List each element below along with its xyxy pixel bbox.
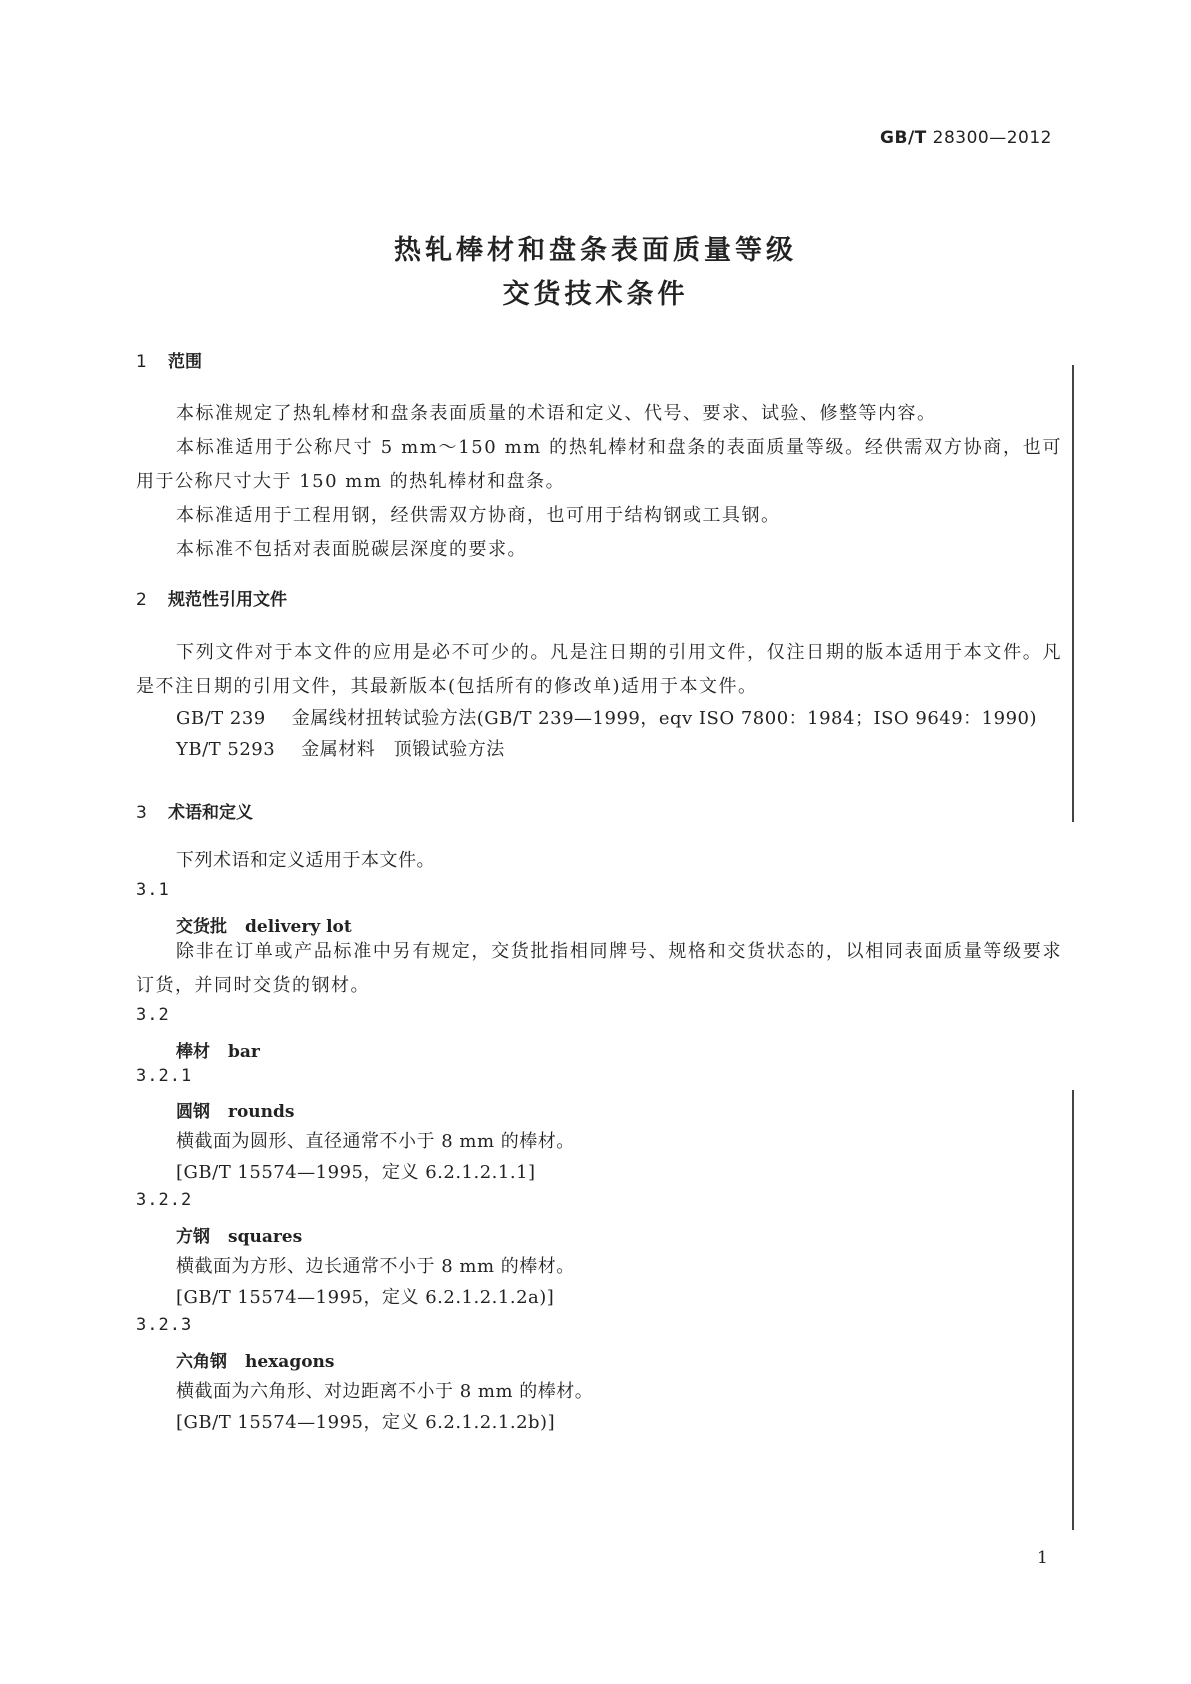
margin-change-bar — [1072, 1090, 1074, 1530]
definition-squares: 横截面为方形、边长通常不小于 8 mm 的棒材。 — [176, 1256, 575, 1277]
reference-code: GB/T 239 — [176, 708, 266, 729]
standard-number — [880, 128, 1052, 148]
term-delivery-lot: 交货批 delivery lot — [176, 917, 352, 937]
reference-title: 金属材料 顶锻试验方法 — [301, 739, 505, 760]
term-hexagons: 六角钢 hexagons — [176, 1352, 335, 1372]
standard-code: GB/T — [880, 128, 927, 148]
normative-reference — [176, 704, 1037, 730]
reference-title: 金属线材扭转试验方法(GB/T 239—1999，eqv ISO 7800：1984；ISO 9649：1990) — [291, 708, 1038, 729]
clause-number: 3.1 — [136, 880, 170, 900]
document-title-line1: 热轧棒材和盘条表面质量等级 — [394, 235, 797, 266]
term-squares: 方钢 squares — [176, 1227, 303, 1247]
paragraph: 本标准不包括对表面脱碳层深度的要求。 — [176, 539, 527, 560]
standard-year: 28300—2012 — [932, 128, 1052, 148]
section-2-heading: 2 规范性引用文件 — [136, 590, 287, 610]
paragraph: 本标准适用于公称尺寸 5 mm～150 mm 的热轧棒材和盘条的表面质量等级。经供需双方协商，也可用于公称尺寸大于 150 mm 的热轧棒材和盘条。 — [136, 437, 1062, 492]
source-hexagons: [GB/T 15574—1995，定义 6.2.1.2.1.2b)] — [176, 1412, 556, 1433]
definition-hexagons: 横截面为六角形、对边距离不小于 8 mm 的棒材。 — [176, 1381, 594, 1402]
section-3-heading: 3 术语和定义 — [136, 803, 253, 823]
definition-delivery-lot: 除非在订单或产品标准中另有规定，交货批指相同牌号、规格和交货状态的，以相同表面质量等级要求订货，并同时交货的钢材。 — [136, 941, 1062, 996]
section-1-heading: 1 范围 — [136, 352, 202, 372]
source-squares: [GB/T 15574—1995，定义 6.2.1.2.1.2a)] — [176, 1287, 555, 1308]
paragraph: 下列文件对于本文件的应用是必不可少的。凡是注日期的引用文件，仅注日期的版本适用于本文件。凡是不注日期的引用文件，其最新版本(包括所有的修改单)适用于本文件。 — [136, 642, 1062, 697]
normative-reference — [176, 735, 505, 761]
section-3-intro: 下列术语和定义适用于本文件。 — [176, 850, 435, 871]
clause-number: 3.2.1 — [136, 1066, 193, 1086]
paragraph: 本标准规定了热轧棒材和盘条表面质量的术语和定义、代号、要求、试验、修整等内容。 — [176, 403, 937, 424]
clause-number: 3.2.3 — [136, 1315, 193, 1335]
paragraph: 本标准适用于工程用钢，经供需双方协商，也可用于结构钢或工具钢。 — [176, 505, 781, 526]
section-1-body — [136, 397, 1062, 567]
margin-change-bar — [1072, 365, 1074, 822]
definition-rounds: 横截面为圆形、直径通常不小于 8 mm 的棒材。 — [176, 1131, 575, 1152]
page-number: 1 — [1037, 1548, 1048, 1568]
document-title-line2: 交货技术条件 — [502, 279, 689, 310]
term-rounds: 圆钢 rounds — [176, 1102, 295, 1122]
clause-number: 3.2 — [136, 1005, 170, 1025]
term-bar: 棒材 bar — [176, 1042, 260, 1062]
clause-number: 3.2.2 — [136, 1190, 193, 1210]
source-rounds: [GB/T 15574—1995，定义 6.2.1.2.1.1] — [176, 1162, 536, 1183]
section-2-body — [136, 636, 1062, 704]
reference-code: YB/T 5293 — [176, 739, 276, 760]
